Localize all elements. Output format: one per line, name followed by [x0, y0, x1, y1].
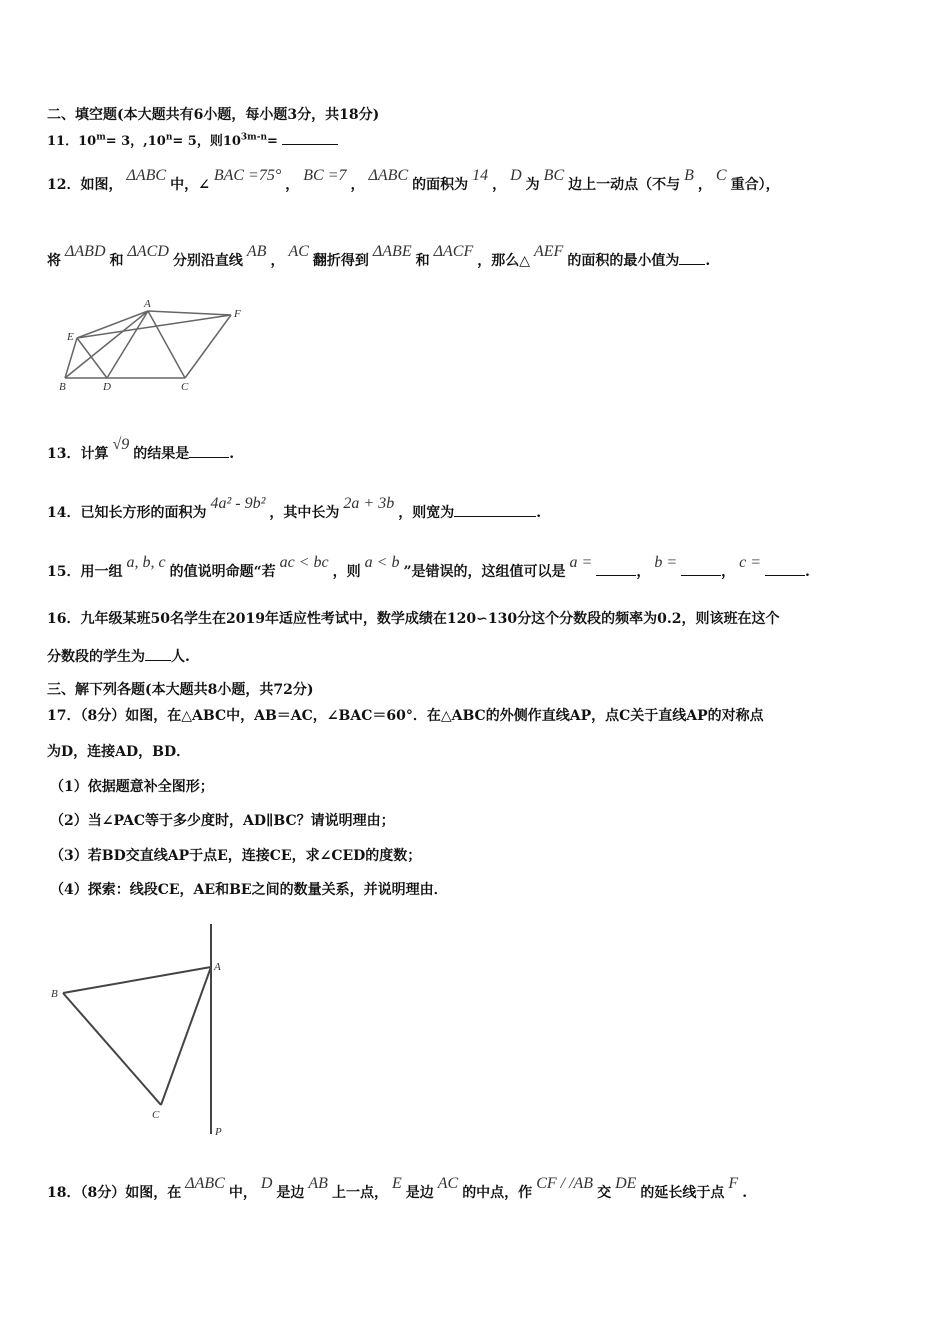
q12-text: 中，∠	[170, 177, 210, 193]
label-f: F	[234, 308, 241, 320]
q16-text: 分数段的学生为	[47, 649, 145, 665]
question-17-line-1: 17．（8分）如图，在△ABC中，AB＝AC，∠BAC＝60°．在△ABC的外侧作直线AP，点C关于直线AP的对称点	[47, 708, 764, 724]
q15-c-blank[interactable]	[765, 561, 805, 576]
segment-fc	[185, 315, 231, 378]
q12-math: BC	[543, 167, 565, 184]
q18-text: 的中点，作	[462, 1185, 533, 1201]
q11-base1: 10	[78, 134, 97, 149]
segment-ef	[77, 315, 231, 338]
label-c: C	[152, 1109, 160, 1121]
q15-text: ，则	[332, 564, 361, 580]
q12-math: BAC =75°	[213, 167, 282, 184]
q18-math: ΔABC	[185, 1175, 225, 1192]
label-c: C	[181, 381, 189, 393]
segment-de	[77, 338, 107, 378]
q14-math: 4a² - 9b²	[210, 495, 266, 512]
segment-ea	[77, 311, 148, 338]
q17-part-3: （3）若BD交直线AP于点E，连接CE，求∠CED的度数；	[50, 848, 422, 864]
question-16-line-1: 16．九年级某班50名学生在2019年适应性考试中，数学成绩在120∽130分这个分数段的频率为0.2，则该班在这个	[47, 611, 780, 627]
q12-text: 为	[525, 177, 540, 193]
label-e: E	[67, 331, 74, 343]
q13-text: 计算	[80, 446, 109, 462]
q12-math: ΔACF	[433, 243, 474, 260]
q18-text: 上一点，	[331, 1185, 388, 1201]
q12-text: ，那么△	[477, 253, 530, 269]
q13-answer-blank[interactable]	[189, 443, 229, 458]
q17-part-1: （1）依据题意补全图形；	[50, 779, 214, 795]
segment-ad	[107, 311, 148, 378]
q11-eq2: = 5，则	[172, 134, 223, 149]
q18-text: 是边	[405, 1185, 434, 1201]
label-a: A	[214, 961, 221, 973]
q12-text: ，	[492, 177, 507, 193]
question-12-line-2	[47, 243, 711, 270]
q15-text: ，	[721, 564, 736, 580]
q12-text: 的面积为	[412, 177, 469, 193]
q12-math: ΔACD	[127, 243, 169, 260]
q17-figure	[45, 922, 245, 1140]
q11-base3: 10	[222, 134, 241, 149]
q18-math: CF / /AB	[536, 1175, 594, 1192]
q11-exp2: n	[165, 132, 173, 143]
question-18	[47, 1175, 748, 1202]
segment-af	[148, 311, 231, 315]
question-12-line-1	[47, 167, 780, 194]
label-b: B	[51, 988, 58, 1000]
q18-text: 是边	[276, 1185, 305, 1201]
q17-part-2: （2）当∠PAC等于多少度时，AD∥BC？请说明理由；	[50, 813, 395, 829]
q12-text: 和	[415, 253, 430, 269]
q12-text: 如图，	[80, 177, 123, 193]
q12-math: AEF	[534, 243, 564, 260]
q12-number: 12．	[47, 177, 81, 193]
q15-math: c =	[739, 554, 762, 571]
q12-text: ，	[270, 253, 285, 269]
label-p: P	[215, 1126, 222, 1138]
q15-text: 用一组	[80, 564, 123, 580]
q18-period: .	[742, 1185, 748, 1201]
section-2-title: 二、填空题(本大题共有6小题，每小题3分，共18分)	[47, 107, 380, 123]
q15-period: .	[805, 564, 810, 580]
q13-number: 13．	[47, 446, 81, 462]
q18-math: AC	[437, 1175, 459, 1192]
q12-period: .	[705, 253, 711, 269]
q12-text: 将	[47, 253, 61, 269]
q15-math: b =	[654, 554, 678, 571]
question-17-line-2: 为D，连接AD，BD．	[47, 744, 191, 760]
question-14	[47, 495, 542, 522]
q18-text: 中，	[228, 1185, 257, 1201]
q12-math: ΔABD	[65, 243, 106, 260]
q18-math: AB	[308, 1175, 328, 1192]
q14-period: .	[536, 505, 542, 521]
segment-ba	[63, 967, 211, 993]
question-13	[47, 436, 235, 463]
q15-b-blank[interactable]	[681, 561, 721, 576]
q12-math: ΔABC	[368, 167, 409, 184]
q12-math: B	[684, 167, 694, 184]
q11-answer-blank[interactable]	[282, 130, 338, 145]
q12-answer-blank[interactable]	[679, 250, 705, 265]
q14-text: 已知长方形的面积为	[80, 505, 207, 521]
segment-be	[65, 338, 77, 378]
q13-math: √9	[112, 436, 130, 453]
q16-answer-blank[interactable]	[145, 646, 171, 661]
question-11	[47, 130, 338, 149]
q12-math: AB	[246, 243, 267, 260]
q12-text: 和	[109, 253, 124, 269]
q15-text: 的值说明命题“若	[169, 564, 276, 580]
q13-period: .	[229, 446, 235, 462]
q14-number: 14．	[47, 505, 81, 521]
q11-base2: 10	[147, 134, 166, 149]
q11-exp1: m	[96, 132, 106, 143]
q12-text: ，	[285, 177, 300, 193]
label-b: B	[59, 381, 66, 393]
q12-text: ，	[697, 177, 712, 193]
question-16-line-2	[47, 646, 190, 666]
q15-number: 15．	[47, 564, 81, 580]
q18-math: DE	[615, 1175, 637, 1192]
q12-math: ΔABC	[126, 167, 167, 184]
q12-math: 14	[472, 167, 489, 184]
q12-text: 重合），	[730, 177, 780, 193]
q18-text: 交	[597, 1185, 612, 1201]
q14-math: 2a + 3b	[343, 495, 395, 512]
q14-text: ，其中长为	[269, 505, 340, 521]
q11-exp3: 3m-n	[240, 132, 267, 143]
q12-text: 的面积的最小值为	[567, 253, 680, 269]
q18-text: （8分）如图，在	[80, 1185, 182, 1201]
q14-answer-blank[interactable]	[454, 502, 536, 517]
q15-text: ”是错误的，这组值可以是	[403, 564, 566, 580]
section-3-title: 三、解下列各题(本大题共8小题，共72分)	[47, 682, 314, 698]
q12-math: ΔABE	[372, 243, 412, 260]
segment-bc	[63, 993, 161, 1105]
q12-text: 分别沿直线	[172, 253, 243, 269]
label-a: A	[144, 298, 151, 310]
q12-math: D	[510, 167, 522, 184]
segment-ab	[65, 311, 148, 378]
q17-part-4: （4）探索：线段CE，AE和BE之间的数量关系，并说明理由．	[50, 882, 448, 898]
q12-math: AC	[288, 243, 309, 260]
segment-ac	[148, 311, 185, 378]
q12-math: BC =7	[303, 167, 347, 184]
q11-eq3: =	[267, 134, 278, 149]
q11-eq1: = 3，,	[105, 134, 148, 149]
q18-math: E	[391, 1175, 402, 1192]
label-d: D	[103, 381, 111, 393]
q16-text: 人.	[171, 649, 190, 665]
q15-a-blank[interactable]	[596, 561, 636, 576]
q11-number: 11．	[47, 134, 79, 149]
q18-math: D	[260, 1175, 273, 1192]
q15-math: a < b	[364, 554, 400, 571]
question-15	[47, 554, 810, 581]
q15-math: ac < bc	[279, 554, 329, 571]
q15-math: a, b, c	[126, 554, 166, 571]
q12-text: ，	[350, 177, 365, 193]
q14-text: ，则宽为	[398, 505, 455, 521]
q13-text: 的结果是	[133, 446, 190, 462]
q12-text: 边上一动点（不与	[568, 177, 681, 193]
q12-math: C	[715, 167, 727, 184]
q18-text: 的延长线于点	[640, 1185, 725, 1201]
q18-number: 18．	[47, 1185, 81, 1201]
q18-math: F	[728, 1175, 739, 1192]
q15-text: ，	[636, 564, 651, 580]
segment-ca	[161, 967, 211, 1105]
q12-text: 翻折得到	[312, 253, 369, 269]
q15-math: a =	[569, 554, 593, 571]
q12-figure	[55, 298, 255, 396]
